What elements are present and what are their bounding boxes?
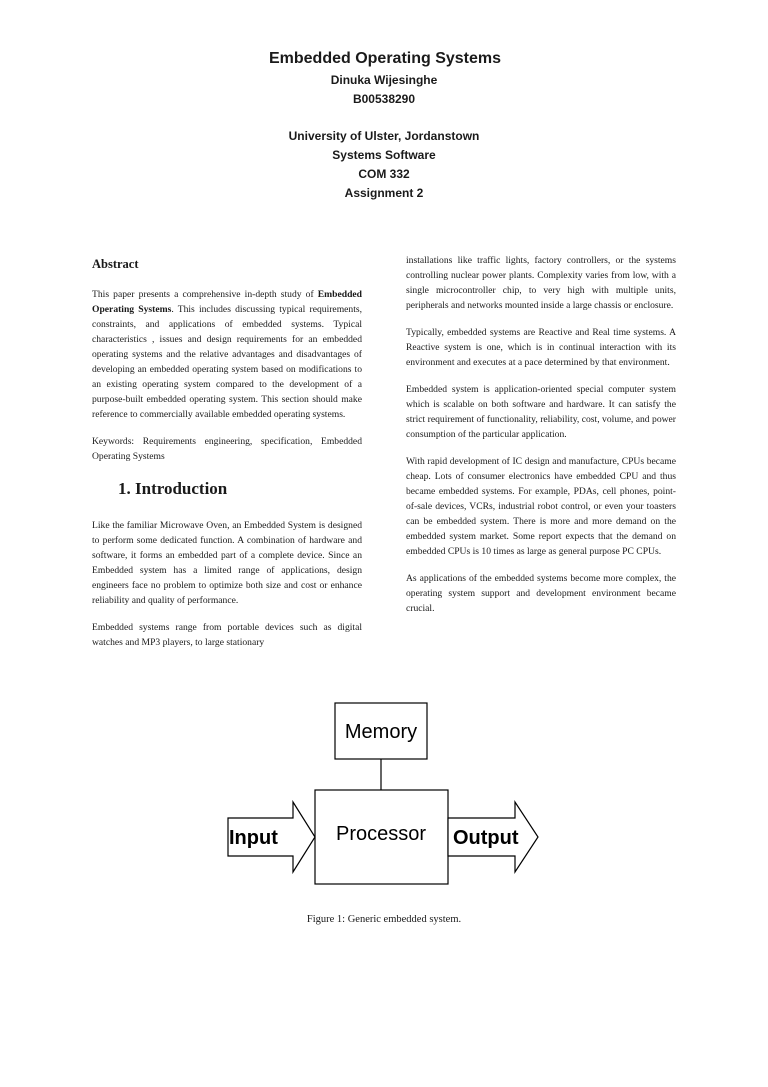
intro-heading: 1. Introduction [118,479,228,498]
paper-title: Embedded Operating Systems [268,50,502,67]
course-code: COM 332 [358,167,410,181]
university: University of Ulster, Jordanstown [288,129,480,143]
processor-label: Processor [335,823,427,845]
right-paragraph-3: Embedded system is application-oriented special computer system which is scalable on both software and hardware. It can satisfy the strict requirement of functionality, reliability, cost, volume, and power consumption of the particular application. [406,384,676,440]
right-paragraph-4: With rapid development of IC design and manufacture, CPUs became cheap. Lots of consumer electronics have embedded CPU and thus became embedded systems. For example, PDAs, cell phones, point-of-sale devices, VCRs, industrial robot control, or even your toasters can be embedded system. There is more and more demand on the embedded system market. Some report expects that the demand on embedded CPUs is 10 times as large as general purpose PC CPUs. [406,456,676,557]
author-name: Dinuka Wijesinghe [330,73,438,87]
course-name: Systems Software [332,148,436,162]
right-paragraph-2: Typically, embedded systems are Reactive and Real time systems. A Reactive system is one, which is in continual interaction with its environment and executes at a pace determined by that environment. [406,327,676,368]
left-column [92,253,362,662]
abstract-heading: Abstract [92,257,139,271]
intro-paragraph-1: Like the familiar Microwave Oven, an Embedded System is designed to perform some dedicated function. A combination of hardware and software, it forms an embedded part of a complete device. Since an Embedded system has a limited range of applications, design engineers face no problem to optimize both size and cost or enhance reliability and quality of performance. [92,520,362,606]
input-label: Input [229,827,278,849]
student-id: B00538290 [352,92,416,106]
memory-label: Memory [344,721,418,743]
figure-caption: Figure 1: Generic embedded system. [306,914,462,925]
output-label: Output [453,827,519,849]
right-paragraph-1: installations like traffic lights, factory controllers, or the systems controlling nuclear power plants. Complexity varies from low, with a single microcontroller chip, to very high with multiple units, peripherals and networks mounted inside a large chassis or enclosure. [406,255,676,311]
assignment-label: Assignment 2 [344,186,424,200]
right-paragraph-5: As applications of the embedded systems become more complex, the operating system support and development environment became crucial. [406,573,676,614]
abstract-bold-term: Embedded Operating Systems [92,289,362,315]
keywords: Keywords: Requirements engineering, specification, Embedded Operating Systems [92,436,362,462]
embedded-system-figure [225,698,545,896]
abstract-paragraph: This paper presents a comprehensive in-depth study of Embedded Operating Systems. This includes discussing typical requirements, constraints, and applications of embedded systems. Typical characteristics , issues and design requirements for an embedded operating systems and the relative advantages and disadvantages of developing an embedded operating system based on modifications to an existing operating system compared to the development of a purpose-built embedded operating system. This section should make reference to commercially available embedded operating systems. [92,289,363,420]
intro-paragraph-2: Embedded systems range from portable devices such as digital watches and MP3 players, to large stationary [92,622,362,648]
paper-header [0,47,768,203]
right-column [406,253,676,628]
